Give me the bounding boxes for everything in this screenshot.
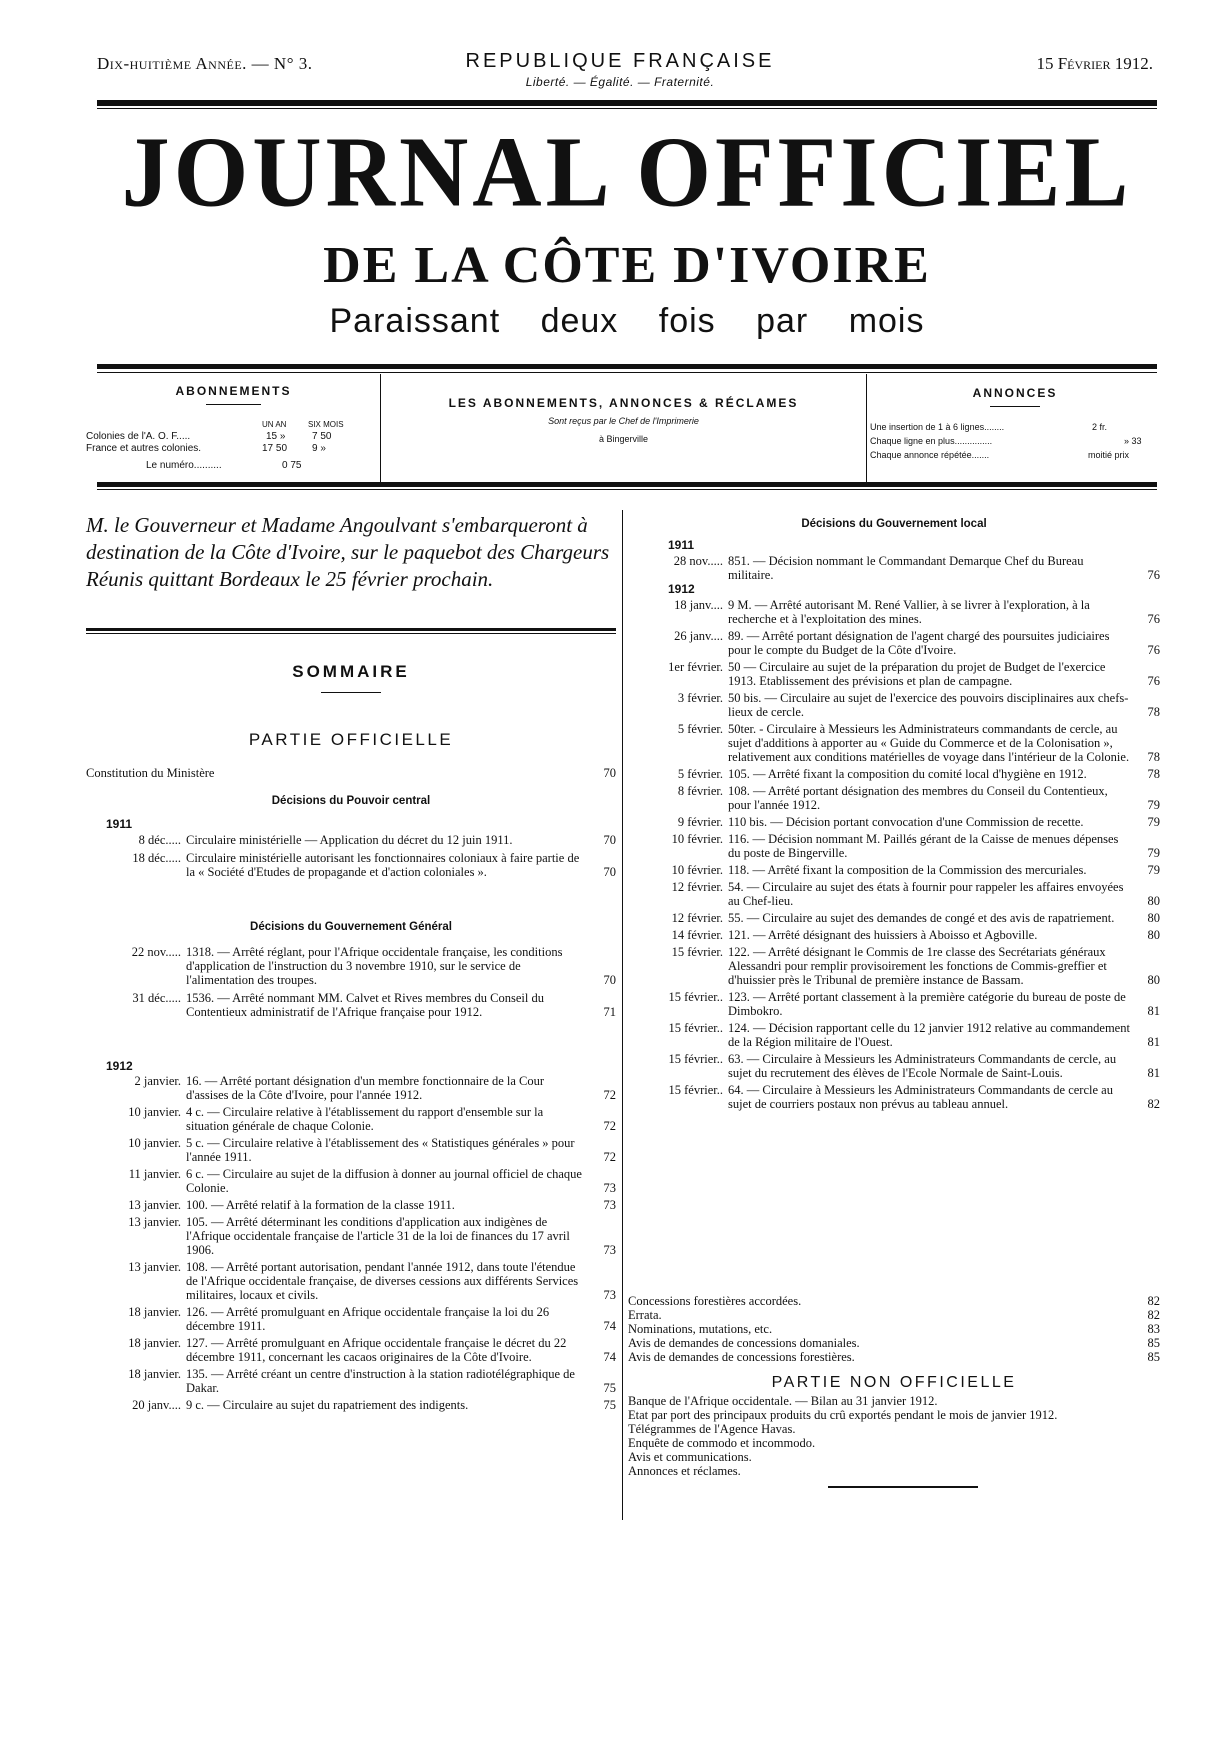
numero-value: 0 75 xyxy=(282,460,302,471)
entry-page: 80 xyxy=(1147,911,1160,925)
misc-entry-page: 83 xyxy=(1147,1322,1160,1336)
annonces-box xyxy=(870,380,1160,480)
entry-text: 100. — Arrêté relatif à la formation de la classe 1911. xyxy=(186,1198,455,1212)
entry-date: 22 nov..... xyxy=(131,945,181,959)
misc-entry-text: Errata. xyxy=(628,1308,662,1322)
entry-text: 9 M. — Arrêté autorisant M. René Vallier, à se livrer à l'exploration, à la recherche et à l'exploitation des mines. xyxy=(728,598,1090,626)
entry-text: 127. — Arrêté promulguant en Afrique occidentale française le décret du 22 décembre 1911, concernant les cacaos originaires de la Côte d'Ivoire. xyxy=(186,1336,567,1364)
entry-text: 54. — Circulaire au sujet des états à fournir pour rappeler les affaires envoyées au Chef-lieu. xyxy=(728,880,1124,908)
entry-page: 76 xyxy=(1147,674,1160,688)
left-column xyxy=(86,660,616,1530)
entry-text: 135. — Arrêté créant un centre d'instruction à la station radiotélégraphique de Dakar. xyxy=(186,1367,575,1395)
entry-text: 50 bis. — Circulaire au sujet de l'exercice des pouvoirs disciplinaires aux chefs-lieux de cercle. xyxy=(728,691,1129,719)
motto: Liberté. — Égalité. — Fraternité. xyxy=(525,75,715,89)
entry-date: 14 février. xyxy=(671,928,723,942)
year-1912-left: 1912 xyxy=(106,1059,133,1073)
entry-date: 15 février. xyxy=(671,945,723,959)
entry-page: 76 xyxy=(1147,643,1160,657)
sommaire-title: SOMMAIRE xyxy=(292,662,410,681)
entry-date: 10 février. xyxy=(671,832,723,846)
year-1911-left: 1911 xyxy=(106,817,133,831)
entry-page: 73 xyxy=(603,1243,616,1257)
misc-entry-page: 85 xyxy=(1147,1350,1160,1364)
annonces-title: ANNONCES xyxy=(972,386,1058,400)
annonces-row2-value: » 33 xyxy=(1124,436,1142,446)
entry-page: 81 xyxy=(1147,1004,1160,1018)
entry-page: 79 xyxy=(1147,798,1160,812)
entry-text: 55. — Circulaire au sujet des demandes de congé et des avis de rapatriement. xyxy=(728,911,1115,925)
entry-page: 73 xyxy=(603,1198,616,1212)
entry-text: 50ter. - Circulaire à Messieurs les Administrateurs commandants de cercle, au sujet d'additions à apporter au « Guide du Commerce et de la Colonisation », relativement aux conditions matérielles de voyage dans l'intérieur de la Colonie. xyxy=(728,722,1130,764)
center-box-line1: Sont reçus par le Chef de l'Imprimerie xyxy=(548,416,699,426)
right-column xyxy=(628,518,1160,1518)
notice-text: M. le Gouverneur et Madame Angoulvant s'embarqueront à destination de la Côte d'Ivoire, sur le paquebot des Chargeurs Réunis quittant Bordeaux le 25 février prochain. xyxy=(86,513,610,591)
edition-number: Dix-huitième Année. — N° 3. xyxy=(97,54,313,73)
entry-date: 18 janv.... xyxy=(674,598,723,612)
entry-text: 63. — Circulaire à Messieurs les Administrateurs Commandants de cercle, au sujet du recrutement des élèves de l'Ecole Normale de Saint-Louis. xyxy=(728,1052,1117,1080)
non-officielle-item: Télégrammes de l'Agence Havas. xyxy=(628,1422,796,1436)
entry-page: 80 xyxy=(1147,973,1160,987)
entry-text: 105. — Arrêté déterminant les conditions d'application aux indigènes de l'Afrique occidentale française de l'article 31 de la loi de finances du 17 avril 1906. xyxy=(186,1215,570,1257)
rule-top-thin xyxy=(97,108,1157,109)
entry-date: 9 février. xyxy=(677,815,723,829)
end-ornament xyxy=(828,1486,978,1488)
entry-text: 105. — Arrêté fixant la composition du comité local d'hygiène en 1912. xyxy=(728,767,1087,781)
non-officielle-item: Avis et communications. xyxy=(628,1450,752,1464)
partie-non-officielle-title: PARTIE NON OFFICIELLE xyxy=(771,1374,1017,1391)
entry-page: 82 xyxy=(1147,1097,1160,1111)
row-colonies-six: 7 50 xyxy=(312,431,332,442)
entry-page: 78 xyxy=(1147,705,1160,719)
rule-box-bottom-thin xyxy=(97,489,1157,490)
col-six-mois: SIX MOIS xyxy=(308,420,344,429)
entry-text: 118. — Arrêté fixant la composition de la Commission des mercuriales. xyxy=(728,863,1087,877)
entry-text: 9 c. — Circulaire au sujet du rapatriement des indigents. xyxy=(186,1398,469,1412)
misc-entry-text: Avis de demandes de concessions forestières. xyxy=(628,1350,855,1364)
constitution-page: 70 xyxy=(603,766,616,780)
entry-date: 18 déc..... xyxy=(132,851,181,865)
entry-page: 81 xyxy=(1147,1066,1160,1080)
notice-rule-thin xyxy=(86,633,616,634)
entry-page: 73 xyxy=(603,1181,616,1195)
sommaire-ornament xyxy=(321,692,381,693)
entry-date: 11 janvier. xyxy=(128,1167,181,1181)
entry-text: 89. — Arrêté portant désignation de l'agent chargé des poursuites judiciaires pour le compte du Budget de la Côte d'Ivoire. xyxy=(728,629,1110,657)
entry-date: 26 janv.... xyxy=(674,629,723,643)
center-box-title: LES ABONNEMENTS, ANNONCES & RÉCLAMES xyxy=(448,396,799,410)
entry-page: 76 xyxy=(1147,612,1160,626)
non-officielle-item: Banque de l'Afrique occidentale. — Bilan au 31 janvier 1912. xyxy=(628,1394,938,1408)
periodicity: Paraissant deux fois par mois xyxy=(329,302,925,340)
entry-date: 31 déc..... xyxy=(132,991,181,1005)
box-divider-2 xyxy=(866,374,867,482)
entry-text: 851. — Décision nommant le Commandant Demarque Chef du Bureau militaire. xyxy=(728,554,1084,582)
constitution-row xyxy=(86,766,616,780)
entry-text: 116. — Décision nommant M. Paillés gérant de la Caisse de menues dépenses du poste de Bingerville. xyxy=(728,832,1119,860)
entry-page: 74 xyxy=(603,1319,616,1333)
entry-text: 126. — Arrêté promulguant en Afrique occidentale française la loi du 26 décembre 1911. xyxy=(186,1305,550,1333)
entry-date: 20 janv.... xyxy=(132,1398,181,1412)
abonnements-underline xyxy=(206,404,261,405)
section-pouvoir-central: Décisions du Pouvoir central xyxy=(271,795,431,807)
center-box-line2: à Bingerville xyxy=(598,434,649,444)
entry-date: 15 février.. xyxy=(668,1083,723,1097)
year-1912-right: 1912 xyxy=(668,582,695,596)
entry-date: 10 janvier. xyxy=(128,1136,181,1150)
masthead-title: JOURNAL OFFICIEL xyxy=(121,115,1133,228)
entry-text: 121. — Arrêté désignant des huissiers à Aboisso et Agboville. xyxy=(728,928,1038,942)
entry-text: 5 c. — Circulaire relative à l'établissement des « Statistiques générales » pour l'année 1911. xyxy=(186,1136,575,1164)
row-colonies-an: 15 » xyxy=(266,431,286,442)
entry-page: 72 xyxy=(603,1088,616,1102)
entry-text: 6 c. — Circulaire au sujet de la diffusion à donner au journal officiel de chaque Colonie. xyxy=(186,1167,582,1195)
issue-date: 15 Février 1912. xyxy=(1036,54,1153,73)
annonces-underline xyxy=(990,406,1040,407)
entry-page: 71 xyxy=(603,1005,616,1019)
abonnements-title: ABONNEMENTS xyxy=(175,384,292,398)
entry-page: 79 xyxy=(1147,815,1160,829)
col-un-an: UN AN xyxy=(262,420,287,429)
rule-box-top xyxy=(97,364,1157,369)
republique-header xyxy=(445,50,795,89)
entry-page: 73 xyxy=(603,1288,616,1302)
rule-top xyxy=(97,100,1157,106)
entry-date: 15 février.. xyxy=(668,1052,723,1066)
entry-text: 64. — Circulaire à Messieurs les Administrateurs Commandants de cercle au sujet de courriers postaux non prévus au tableau annuel. xyxy=(728,1083,1113,1111)
entry-text: Circulaire ministérielle — Application du décret du 12 juin 1911. xyxy=(186,833,513,847)
entry-text: 123. — Arrêté portant classement à la première catégorie du bureau de poste de Dimbokro. xyxy=(728,990,1126,1018)
entry-date: 12 février. xyxy=(671,911,723,925)
entry-date: 3 février. xyxy=(677,691,723,705)
numero-label: Le numéro.......... xyxy=(146,460,222,471)
annonces-row1-value: 2 fr. xyxy=(1092,422,1108,432)
entry-date: 2 janvier. xyxy=(134,1074,181,1088)
entry-page: 72 xyxy=(603,1119,616,1133)
entry-date: 8 déc..... xyxy=(138,833,181,847)
entry-text: 16. — Arrêté portant désignation d'un membre fonctionnaire de la Cour d'assises de la Côte d'Ivoire, pour l'année 1912. xyxy=(186,1074,545,1102)
non-officielle-item: Enquête de commodo et incommodo. xyxy=(628,1436,816,1450)
section-gouv-local: Décisions du Gouvernement local xyxy=(801,518,987,530)
annonces-row2: Chaque ligne en plus............... xyxy=(870,436,993,446)
misc-entry-page: 82 xyxy=(1147,1294,1160,1308)
entry-date: 28 nov..... xyxy=(673,554,723,568)
row-colonies-label: Colonies de l'A. O. F..... xyxy=(86,431,191,442)
entry-page: 81 xyxy=(1147,1035,1160,1049)
misc-entry-text: Concessions forestières accordées. xyxy=(628,1294,802,1308)
entry-page: 79 xyxy=(1147,863,1160,877)
non-officielle-item: Etat par port des principaux produits du crû exportés pendant le mois de janvier 1912. xyxy=(628,1408,1058,1422)
misc-entry-page: 82 xyxy=(1147,1308,1160,1322)
misc-entry-text: Nominations, mutations, etc. xyxy=(628,1322,773,1336)
entry-page: 79 xyxy=(1147,846,1160,860)
annonces-row3-value: moitié prix xyxy=(1088,450,1130,460)
entry-text: 1318. — Arrêté réglant, pour l'Afrique occidentale française, les conditions d'application de l'instruction du 3 novembre 1910, sur le service de l'alimentation des troupes. xyxy=(186,945,563,987)
entry-date: 13 janvier. xyxy=(128,1215,181,1229)
annonces-row1: Une insertion de 1 à 6 lignes........ xyxy=(870,422,1005,432)
entry-date: 13 janvier. xyxy=(128,1198,181,1212)
entry-date: 5 février. xyxy=(677,767,723,781)
republique-title: REPUBLIQUE FRANÇAISE xyxy=(465,50,775,72)
entry-text: 1536. — Arrêté nommant MM. Calvet et Rives membres du Conseil du Contentieux administratif de l'Afrique française pour 1912. xyxy=(186,991,544,1019)
entry-date: 10 février. xyxy=(671,863,723,877)
entry-page: 76 xyxy=(1147,568,1160,582)
entry-date: 5 février. xyxy=(677,722,723,736)
constitution-label: Constitution du Ministère xyxy=(86,766,215,780)
rule-box-top-thin xyxy=(97,372,1157,373)
partie-officielle-title: PARTIE OFFICIELLE xyxy=(248,730,454,749)
row-france-label: France et autres colonies. xyxy=(86,443,202,454)
entry-date: 15 février.. xyxy=(668,990,723,1004)
entry-page: 70 xyxy=(603,973,616,987)
entry-page: 80 xyxy=(1147,928,1160,942)
entry-text: 122. — Arrêté désignant le Commis de 1re classe des Secrétariats généraux Alessandri pour remplir provisoirement les fonctions de Commis-greffier et d'huissier près le Tribunal de première instance de Bassam. xyxy=(728,945,1107,987)
entry-page: 75 xyxy=(603,1398,616,1412)
misc-entry-page: 85 xyxy=(1147,1336,1160,1350)
entry-text: 110 bis. — Décision portant convocation d'une Commission de recette. xyxy=(728,815,1084,829)
year-1911-right: 1911 xyxy=(668,538,695,552)
entry-date: 18 janvier. xyxy=(128,1336,181,1350)
row-france-six: 9 » xyxy=(312,443,326,454)
non-officielle-item: Annonces et réclames. xyxy=(628,1464,741,1478)
column-divider xyxy=(622,510,623,1520)
entry-date: 8 février. xyxy=(677,784,723,798)
entry-text: 108. — Arrêté portant autorisation, pendant l'année 1912, dans toute l'étendue de l'Afrique occidentale française, de diverses cessions aux différents Services militaires, locaux et civils. xyxy=(186,1260,579,1302)
abonnements-box xyxy=(86,380,381,480)
masthead-subtitle: DE LA CÔTE D'IVOIRE xyxy=(323,237,931,294)
entry-text: 108. — Arrêté portant désignation des membres du Conseil du Contentieux, pour l'année 1912. xyxy=(728,784,1108,812)
center-box xyxy=(381,380,866,480)
annonces-row3: Chaque annonce répétée....... xyxy=(870,450,990,460)
entry-date: 10 janvier. xyxy=(128,1105,181,1119)
rule-box-bottom xyxy=(97,482,1157,487)
entry-page: 74 xyxy=(603,1350,616,1364)
section-gouv-general: Décisions du Gouvernement Général xyxy=(250,921,452,933)
entry-text: 4 c. — Circulaire relative à l'établissement du rapport d'ensemble sur la situation générale de chaque Colonie. xyxy=(186,1105,544,1133)
entry-page: 78 xyxy=(1147,767,1160,781)
entry-page: 70 xyxy=(603,833,616,847)
notice-rule xyxy=(86,628,616,631)
entry-page: 72 xyxy=(603,1150,616,1164)
entry-page: 80 xyxy=(1147,894,1160,908)
entry-date: 13 janvier. xyxy=(128,1260,181,1274)
entry-page: 78 xyxy=(1147,750,1160,764)
misc-entry-text: Avis de demandes de concessions domaniales. xyxy=(628,1336,860,1350)
entry-text: 124. — Décision rapportant celle du 12 janvier 1912 relative au commandement de la Région militaire de l'Ouest. xyxy=(728,1021,1130,1049)
entry-text: 50 — Circulaire au sujet de la préparation du projet de Budget de l'exercice 1913. Etablissement des prévisions et plan de campagne. xyxy=(728,660,1106,688)
entry-date: 12 février. xyxy=(671,880,723,894)
entry-page: 75 xyxy=(603,1381,616,1395)
entry-date: 18 janvier. xyxy=(128,1305,181,1319)
entry-date: 18 janvier. xyxy=(128,1367,181,1381)
entry-date: 1er février. xyxy=(668,660,723,674)
entry-text: Circulaire ministérielle autorisant les fonctionnaires coloniaux à faire partie de la « Société d'Etudes de propagande et d'action coloniales ». xyxy=(186,851,580,879)
entry-date: 15 février.. xyxy=(668,1021,723,1035)
entry-page: 70 xyxy=(603,865,616,879)
row-france-an: 17 50 xyxy=(262,443,288,454)
